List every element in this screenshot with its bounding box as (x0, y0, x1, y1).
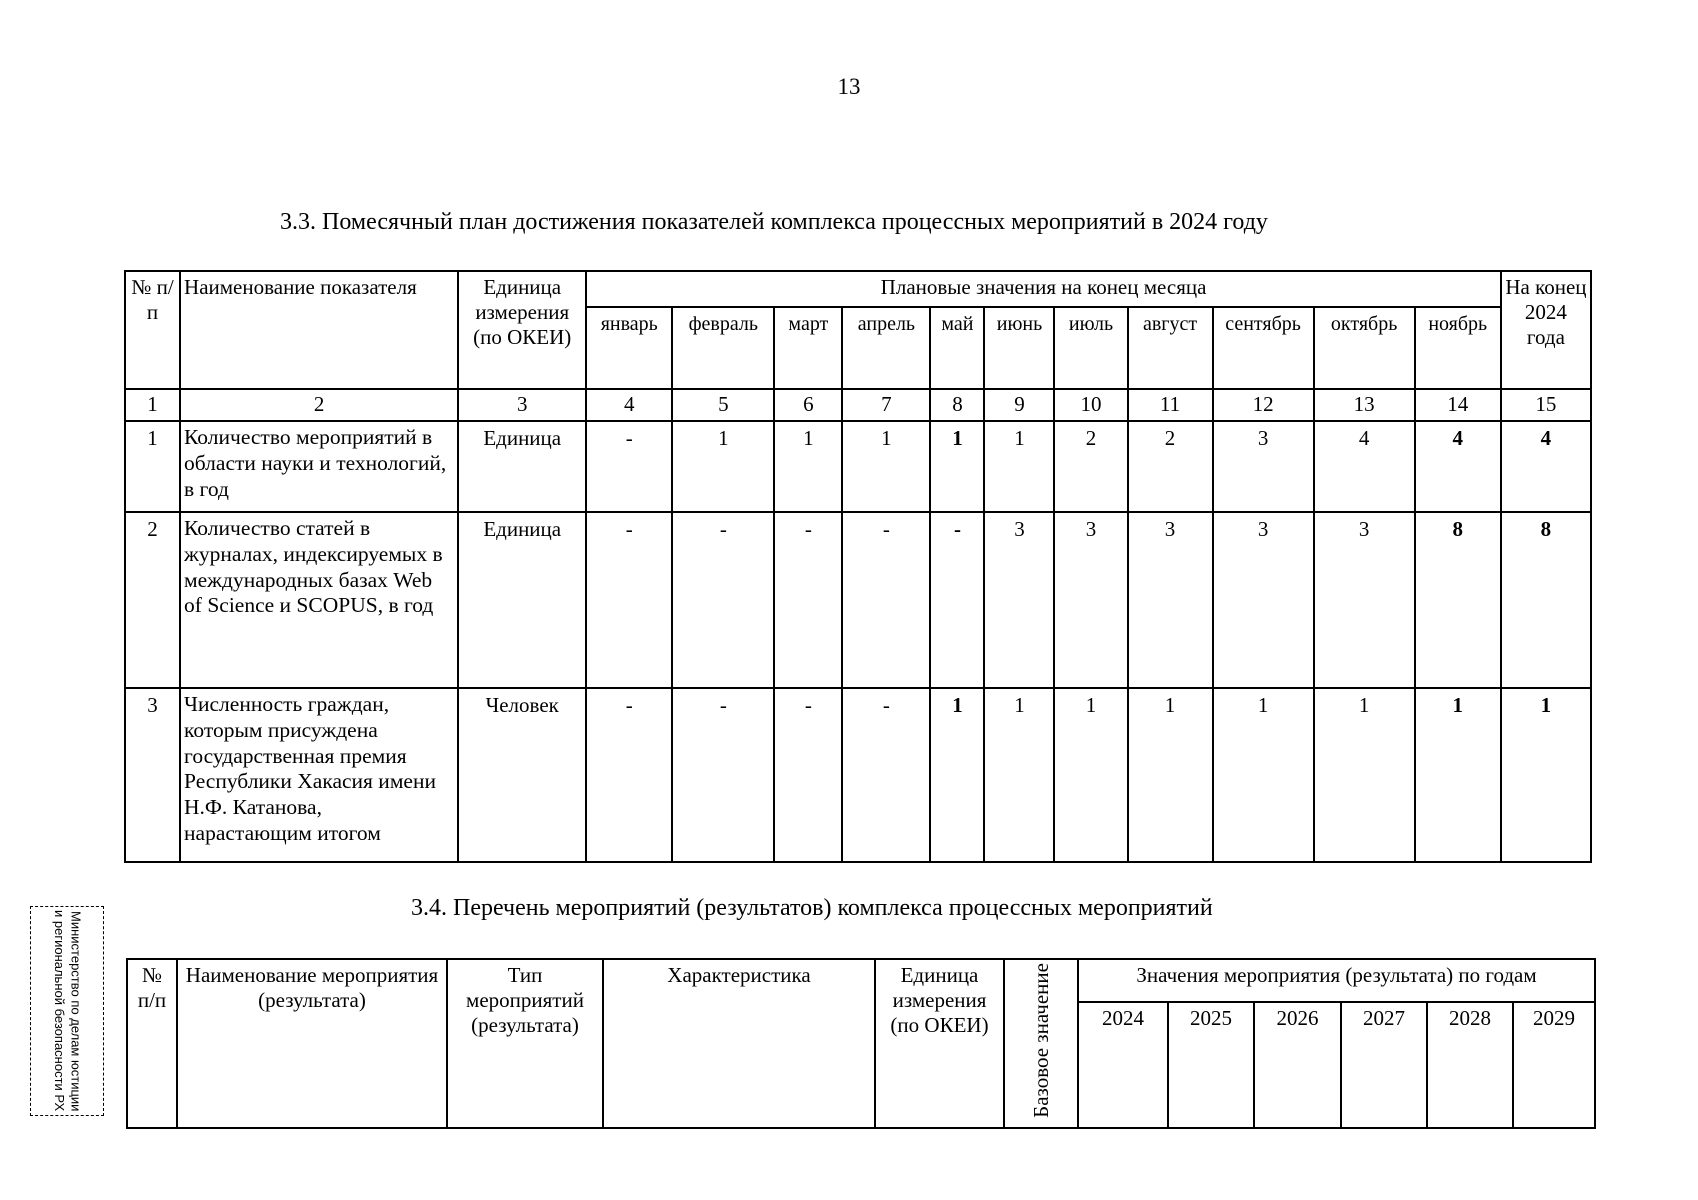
month-header: сентябрь (1213, 307, 1314, 389)
month-header: август (1128, 307, 1213, 389)
header-values-by-year: Значения мероприятия (результата) по годам (1078, 959, 1595, 1002)
month-value: 1 (984, 688, 1054, 862)
month-value: - (672, 512, 774, 688)
month-value: - (586, 421, 672, 512)
month-header: февраль (672, 307, 774, 389)
row-number: 1 (125, 421, 180, 512)
month-value: 4 (1314, 421, 1415, 512)
column-number: 14 (1415, 389, 1501, 421)
section-title-3-3: 3.3. Помесячный план достижения показателей комплекса процессных мероприятий в 2024 году (280, 209, 1268, 235)
year-header: 2026 (1254, 1002, 1341, 1128)
unit-cell: Единица (458, 421, 586, 512)
month-header: март (774, 307, 842, 389)
month-value: 1 (1415, 688, 1501, 862)
column-number: 13 (1314, 389, 1415, 421)
month-value: 1 (774, 421, 842, 512)
month-value: 3 (984, 512, 1054, 688)
month-value: 1 (1314, 688, 1415, 862)
unit-cell: Человек (458, 688, 586, 862)
month-header: январь (586, 307, 672, 389)
month-value: - (774, 688, 842, 862)
column-number: 15 (1501, 389, 1591, 421)
month-value: 1 (930, 421, 984, 512)
section-title-3-4: 3.4. Перечень мероприятий (результатов) комплекса процессных мероприятий (411, 895, 1213, 921)
header-indicator-name: Наименование показателя (180, 271, 458, 389)
year-header: 2024 (1078, 1002, 1168, 1128)
month-header: июнь (984, 307, 1054, 389)
year-header: 2025 (1168, 1002, 1254, 1128)
month-value: 3 (1128, 512, 1213, 688)
column-number: 10 (1054, 389, 1127, 421)
month-value: 3 (1213, 421, 1314, 512)
month-value: - (842, 688, 930, 862)
header-base-value: Базовое значение (1004, 959, 1078, 1128)
column-number: 5 (672, 389, 774, 421)
month-value: 1 (984, 421, 1054, 512)
header-num: № п/п (125, 271, 180, 389)
month-value: - (930, 512, 984, 688)
header-unit: Единица измерения (по ОКЕИ) (875, 959, 1004, 1128)
month-value: 3 (1054, 512, 1127, 688)
month-value: 1 (842, 421, 930, 512)
month-value: 2 (1054, 421, 1127, 512)
header-end-of-year: На конец 2024 года (1501, 271, 1591, 389)
indicator-name: Численность граждан, которым присуждена государственная премия Республики Хакасия имени Н.Ф. Катанова, нарастающим итогом (180, 688, 458, 862)
column-number: 2 (180, 389, 458, 421)
column-number: 1 (125, 389, 180, 421)
month-value: - (586, 688, 672, 862)
month-value: 4 (1415, 421, 1501, 512)
unit-cell: Единица (458, 512, 586, 688)
header-activity-name: Наименование мероприятия (результата) (177, 959, 447, 1128)
indicator-name: Количество статей в журналах, индексируемых в международных базах Web of Science и SCOPUS, в год (180, 512, 458, 688)
month-header: май (930, 307, 984, 389)
year-header: 2029 (1513, 1002, 1595, 1128)
row-number: 3 (125, 688, 180, 862)
month-value: 3 (1314, 512, 1415, 688)
registration-stamp (30, 906, 104, 1116)
column-number: 12 (1213, 389, 1314, 421)
month-header: ноябрь (1415, 307, 1501, 389)
month-value: 1 (1213, 688, 1314, 862)
header-num: № п/п (127, 959, 177, 1128)
month-header: апрель (842, 307, 930, 389)
end-of-year-value: 8 (1501, 512, 1591, 688)
monthly-plan-table (124, 270, 1592, 863)
month-value: 1 (1128, 688, 1213, 862)
header-characteristic: Характеристика (603, 959, 875, 1128)
end-of-year-value: 4 (1501, 421, 1591, 512)
indicator-name: Количество мероприятий в области науки и технологий, в год (180, 421, 458, 512)
month-value: 2 (1128, 421, 1213, 512)
column-number: 7 (842, 389, 930, 421)
column-number: 11 (1128, 389, 1213, 421)
year-header: 2028 (1427, 1002, 1513, 1128)
header-planned-values: Плановые значения на конец месяца (586, 271, 1501, 307)
column-number: 4 (586, 389, 672, 421)
year-header: 2027 (1341, 1002, 1427, 1128)
month-value: - (586, 512, 672, 688)
month-value: 8 (1415, 512, 1501, 688)
column-number: 8 (930, 389, 984, 421)
month-value: - (672, 688, 774, 862)
row-number: 2 (125, 512, 180, 688)
month-value: - (842, 512, 930, 688)
month-value: 3 (1213, 512, 1314, 688)
column-number: 6 (774, 389, 842, 421)
month-value: 1 (1054, 688, 1127, 862)
activities-list-table (126, 958, 1596, 1129)
month-value: - (774, 512, 842, 688)
month-header: июль (1054, 307, 1127, 389)
month-value: 1 (672, 421, 774, 512)
header-activity-type: Тип мероприятий (результата) (447, 959, 603, 1128)
month-value: 1 (930, 688, 984, 862)
column-number: 3 (458, 389, 586, 421)
column-number: 9 (984, 389, 1054, 421)
page-number: 13 (837, 74, 861, 99)
stamp-text: Министерство по делам юстиции и региональной безопасности РХ (52, 910, 84, 1112)
end-of-year-value: 1 (1501, 688, 1591, 862)
header-unit: Единица измерения (по ОКЕИ) (458, 271, 586, 389)
month-header: октябрь (1314, 307, 1415, 389)
